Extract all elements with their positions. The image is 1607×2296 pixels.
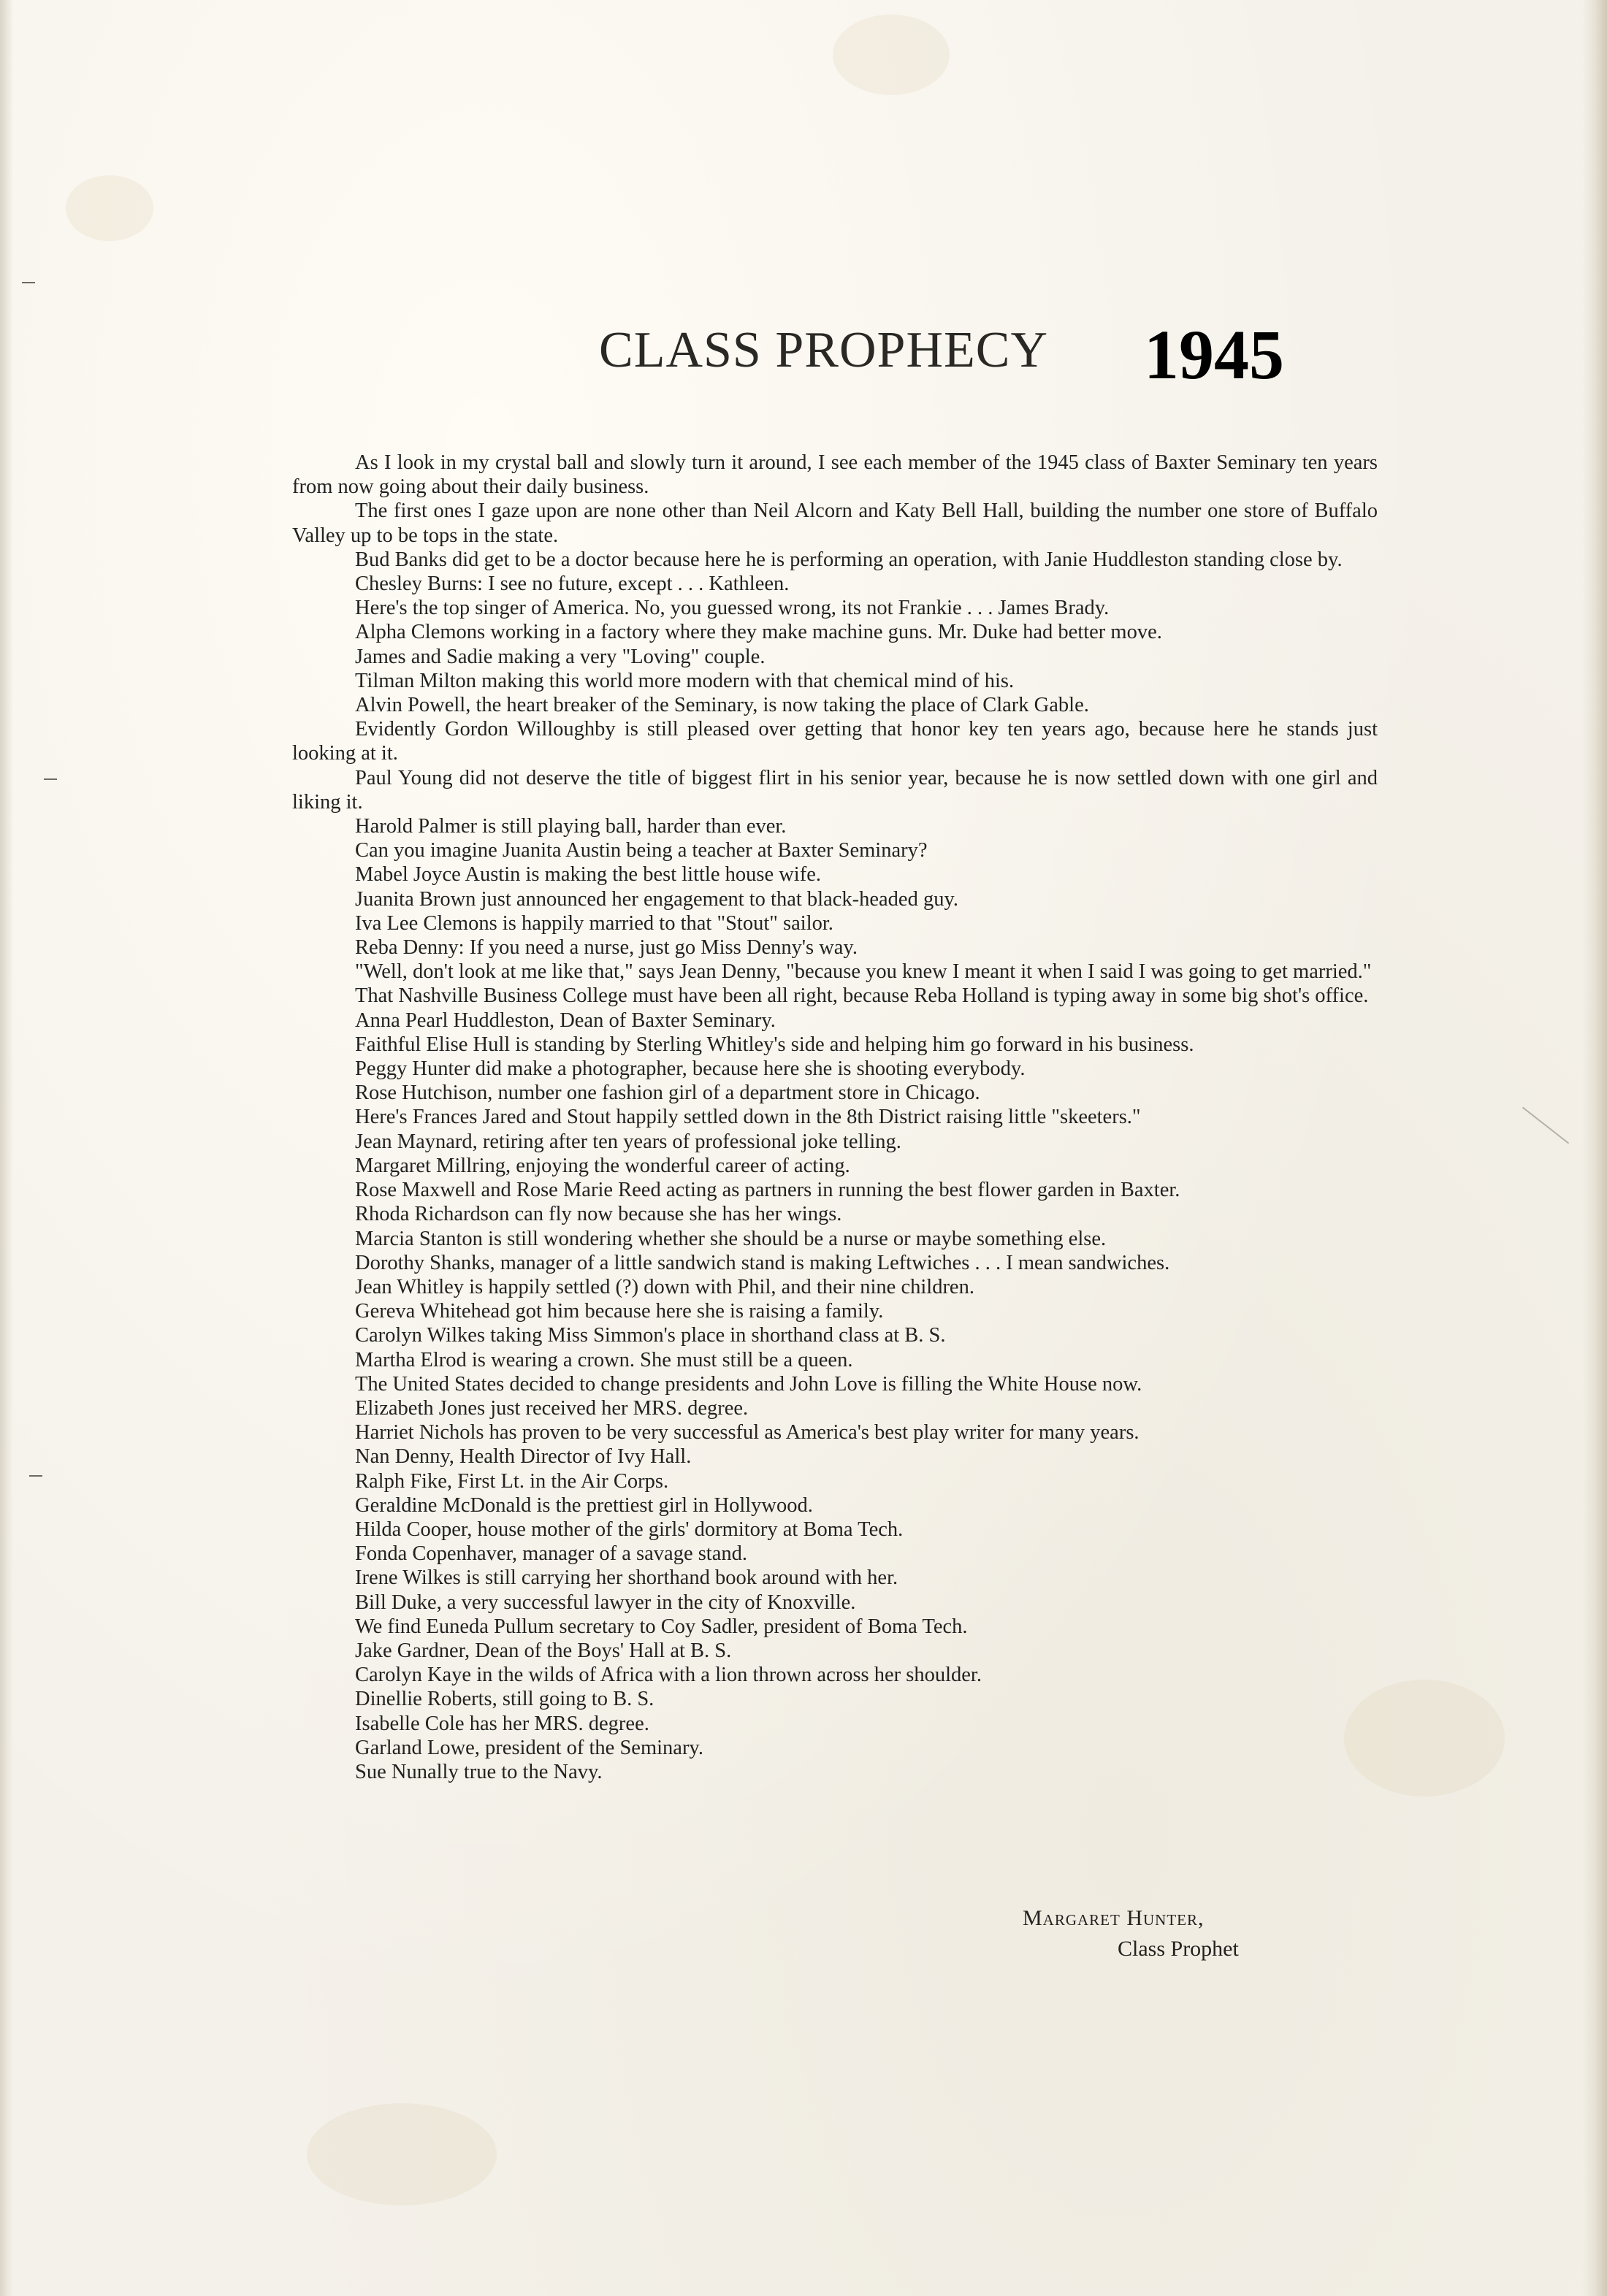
prophecy-paragraph: Bill Duke, a very successful lawyer in the city of Knoxville. <box>355 1591 856 1614</box>
prophecy-paragraph: Garland Lowe, president of the Seminary. <box>355 1736 703 1759</box>
signature-block <box>1023 1903 1239 1964</box>
prophecy-paragraph: Here's Frances Jared and Stout happily settled down in the 8th District raising little "skeeters." <box>355 1106 1141 1129</box>
prophecy-paragraph: Irene Wilkes is still carrying her shorthand book around with her. <box>355 1566 898 1590</box>
prophecy-paragraph: Margaret Millring, enjoying the wonderful career of acting. <box>355 1154 850 1177</box>
prophecy-paragraph: That Nashville Business College must have been all right, because Reba Holland is typing away in some big shot's office. <box>355 984 1369 1008</box>
prophecy-paragraph: Alvin Powell, the heart breaker of the Seminary, is now taking the place of Clark Gable. <box>355 694 1089 717</box>
prophecy-paragraph: Chesley Burns: I see no future, except . . . Kathleen. <box>355 573 790 596</box>
prophecy-body <box>292 451 1378 1784</box>
stray-mark <box>1522 1107 1569 1144</box>
prophecy-paragraph: Carolyn Kaye in the wilds of Africa with a lion thrown across her shoulder. <box>355 1664 982 1687</box>
prophecy-paragraph: Tilman Milton making this world more modern with that chemical mind of his. <box>355 669 1015 692</box>
stray-mark <box>44 778 57 780</box>
prophecy-paragraph: Paul Young did not deserve the title of biggest flirt in his senior year, because he is now settled down with one girl and liking it. <box>292 766 1378 814</box>
prophecy-paragraph: Ralph Fike, First Lt. in the Air Corps. <box>355 1469 669 1493</box>
prophecy-paragraph: The first ones I gaze upon are none other than Neil Alcorn and Katy Bell Hall, building the number one store of Buffalo Valley up to be tops in the state. <box>292 500 1378 547</box>
signature-role: Class Prophet <box>1118 1937 1239 1961</box>
prophecy-paragraph: Bud Banks did get to be a doctor because here he is performing an operation, with Janie Huddleston standing close by. <box>355 548 1343 571</box>
paper-stain <box>833 15 950 95</box>
prophecy-paragraph: Sue Nunally true to the Navy. <box>355 1760 603 1783</box>
prophecy-paragraph: As I look in my crystal ball and slowly turn it around, I see each member of the 1945 class of Baxter Seminary ten years from now going about their daily business. <box>292 451 1378 499</box>
page-title: CLASS PROPHECY <box>599 322 1049 378</box>
page-year: 1945 <box>1144 315 1284 394</box>
prophecy-paragraph: Anna Pearl Huddleston, Dean of Baxter Seminary. <box>355 1009 776 1032</box>
prophecy-paragraph: "Well, don't look at me like that," says Jean Denny, "because you knew I meant it when I said I was going to get married." <box>355 960 1372 984</box>
stray-mark <box>29 1475 42 1477</box>
prophecy-paragraph: Geraldine McDonald is the prettiest girl in Hollywood. <box>355 1493 813 1517</box>
paper-stain <box>66 175 153 241</box>
prophecy-paragraph: Dorothy Shanks, manager of a little sandwich stand is making Leftwiches . . . I mean sandwiches. <box>355 1251 1170 1274</box>
prophecy-paragraph: Iva Lee Clemons is happily married to that "Stout" sailor. <box>355 911 833 935</box>
prophecy-paragraph: Rose Hutchison, number one fashion girl of a department store in Chicago. <box>355 1082 980 1105</box>
page-edge <box>1582 0 1607 2296</box>
prophecy-paragraph: James and Sadie making a very "Loving" couple. <box>355 645 766 668</box>
prophecy-paragraph: We find Euneda Pullum secretary to Coy Sadler, president of Boma Tech. <box>355 1615 968 1638</box>
prophecy-paragraph: Faithful Elise Hull is standing by Sterling Whitley's side and helping him go forward in his business. <box>355 1033 1194 1056</box>
prophecy-paragraph: Nan Denny, Health Director of Ivy Hall. <box>355 1445 692 1469</box>
prophecy-paragraph: Dinellie Roberts, still going to B. S. <box>355 1688 654 1711</box>
prophecy-paragraph: Harold Palmer is still playing ball, harder than ever. <box>355 815 787 838</box>
signature-name: Margaret Hunter, <box>1023 1906 1205 1930</box>
prophecy-paragraph: Isabelle Cole has her MRS. degree. <box>355 1712 649 1735</box>
prophecy-paragraph: Rhoda Richardson can fly now because she has her wings. <box>355 1203 842 1226</box>
stray-mark <box>22 282 35 283</box>
prophecy-paragraph: Juanita Brown just announced her engagement to that black-headed guy. <box>355 887 958 911</box>
prophecy-paragraph: Marcia Stanton is still wondering whether she should be a nurse or maybe something else. <box>355 1227 1107 1250</box>
prophecy-paragraph: Peggy Hunter did make a photographer, because here she is shooting everybody. <box>355 1057 1026 1081</box>
prophecy-paragraph: Rose Maxwell and Rose Marie Reed acting as partners in running the best flower garden in Baxter. <box>355 1179 1180 1202</box>
prophecy-paragraph: Jean Whitley is happily settled (?) down with Phil, and their nine children. <box>355 1275 974 1298</box>
prophecy-paragraph: Alpha Clemons working in a factory where they make machine guns. Mr. Duke had better move. <box>355 621 1162 644</box>
paper-stain <box>307 2103 497 2205</box>
prophecy-paragraph: Elizabeth Jones just received her MRS. degree. <box>355 1396 749 1420</box>
prophecy-paragraph: Reba Denny: If you need a nurse, just go Miss Denny's way. <box>355 936 858 960</box>
prophecy-paragraph: The United States decided to change presidents and John Love is filling the White House now. <box>355 1372 1142 1396</box>
prophecy-paragraph: Jake Gardner, Dean of the Boys' Hall at B. S. <box>355 1639 732 1662</box>
prophecy-paragraph: Harriet Nichols has proven to be very successful as America's best play writer for many years. <box>355 1421 1140 1444</box>
prophecy-paragraph: Carolyn Wilkes taking Miss Simmon's place in shorthand class at B. S. <box>355 1324 946 1347</box>
prophecy-paragraph: Mabel Joyce Austin is making the best little house wife. <box>355 863 821 887</box>
prophecy-paragraph: Hilda Cooper, house mother of the girls' dormitory at Boma Tech. <box>355 1518 904 1541</box>
prophecy-paragraph: Gereva Whitehead got him because here she is raising a family. <box>355 1300 884 1323</box>
prophecy-paragraph: Jean Maynard, retiring after ten years of professional joke telling. <box>355 1130 901 1153</box>
prophecy-paragraph: Evidently Gordon Willoughby is still pleased over getting that honor key ten years ago, because here he stands just looking at it. <box>292 718 1378 765</box>
prophecy-paragraph: Martha Elrod is wearing a crown. She must still be a queen. <box>355 1348 853 1371</box>
binding-edge <box>0 0 13 2296</box>
prophecy-paragraph: Fonda Copenhaver, manager of a savage stand. <box>355 1542 748 1566</box>
prophecy-paragraph: Here's the top singer of America. No, you guessed wrong, its not Frankie . . . James Brady. <box>355 597 1110 620</box>
prophecy-paragraph: Can you imagine Juanita Austin being a teacher at Baxter Seminary? <box>355 839 928 862</box>
